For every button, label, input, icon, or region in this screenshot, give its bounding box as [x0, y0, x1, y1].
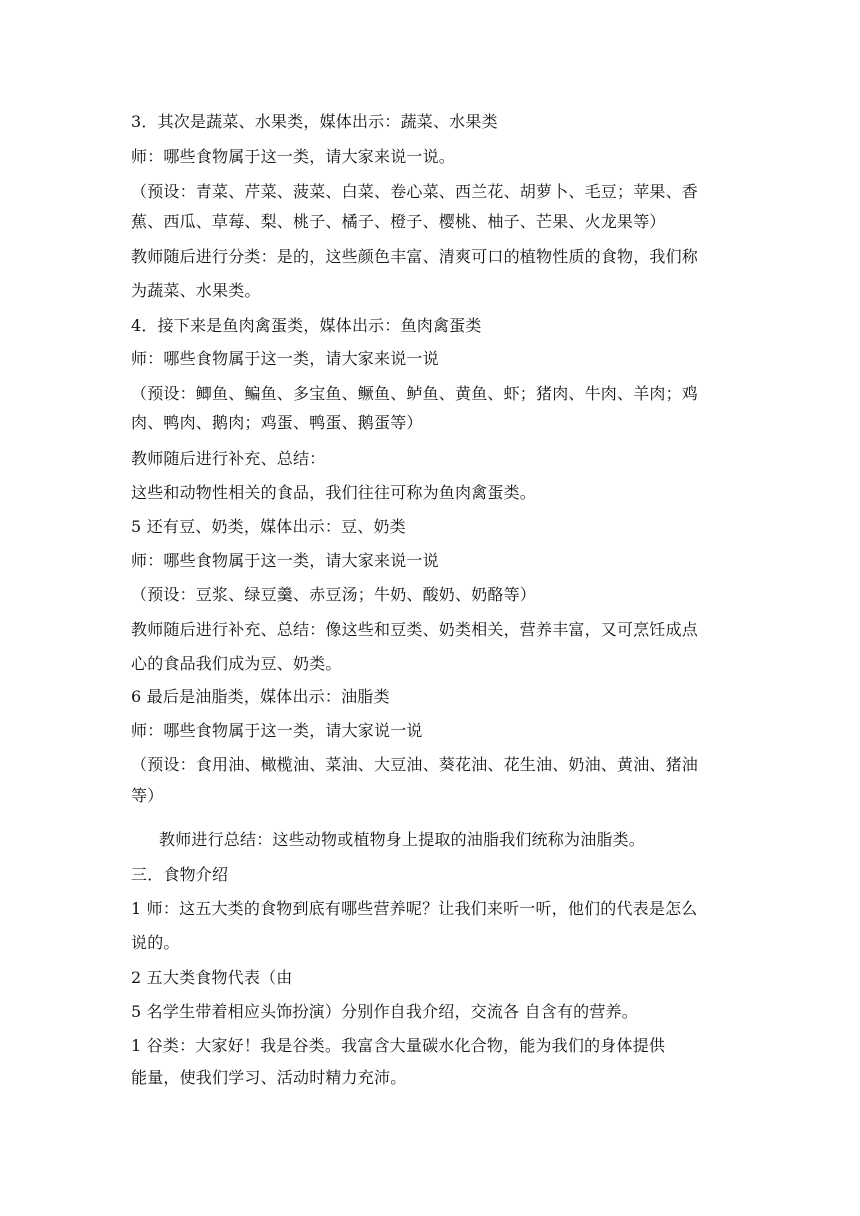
line-19: 师：哪些食物属于这一类，请大家说一说 — [131, 721, 423, 740]
line-18: 6 最后是油脂类，媒体出示：油脂类 — [131, 687, 390, 706]
section-heading: 三．食物介绍 — [131, 865, 229, 884]
line-21: 等） — [131, 786, 164, 805]
line-28: 1 谷类：大家好！我是谷类。我富含大量碳水化合物，能为我们的身体提供 — [131, 1036, 666, 1055]
line-24: 1 师：这五大类的食物到底有哪些营养呢？让我们来听一听，他们的代表是怎么 — [131, 899, 698, 918]
line-3: （预设：青菜、芹菜、菠菜、白菜、卷心菜、西兰花、胡萝卜、毛豆；苹果、香 — [131, 182, 699, 201]
line-8: 师：哪些食物属于这一类，请大家来说一说 — [131, 349, 439, 368]
line-10: 肉、鸭肉、鹅肉；鸡蛋、鸭蛋、鹅蛋等） — [131, 413, 423, 432]
line-7: 4．接下来是鱼肉禽蛋类，媒体出示：鱼肉禽蛋类 — [131, 316, 482, 335]
line-12: 这些和动物性相关的食品，我们往往可称为鱼肉禽蛋类。 — [131, 483, 537, 502]
line-22: 教师进行总结：这些动物或植物身上提取的油脂我们统称为油脂类。 — [159, 830, 646, 849]
line-27: 5 名学生带着相应头饰扮演）分别作自我介绍，交流各 自含有的营养。 — [131, 1002, 638, 1021]
line-17: 心的食品我们成为豆、奶类。 — [131, 654, 342, 673]
line-4: 蕉、西瓜、草莓、梨、桃子、橘子、橙子、樱桃、柚子、芒果、火龙果等） — [131, 212, 666, 231]
line-14: 师：哪些食物属于这一类，请大家来说一说 — [131, 551, 439, 570]
line-1: 3．其次是蔬菜、水果类，媒体出示：蔬菜、水果类 — [131, 112, 498, 131]
line-11: 教师随后进行补充、总结： — [131, 449, 326, 468]
line-29: 能量，使我们学习、活动时精力充沛。 — [131, 1068, 407, 1087]
line-25: 说的。 — [131, 933, 180, 952]
line-26: 2 五大类食物代表（由 — [131, 968, 293, 987]
line-5: 教师随后进行分类：是的，这些颜色丰富、清爽可口的植物性质的食物，我们称 — [131, 247, 699, 266]
line-13: 5 还有豆、奶类，媒体出示：豆、奶类 — [131, 517, 406, 536]
line-16: 教师随后进行补充、总结：像这些和豆类、奶类相关，营养丰富，又可烹饪成点 — [131, 620, 699, 639]
line-9: （预设：鲫鱼、鳊鱼、多宝鱼、鳜鱼、鲈鱼、黄鱼、虾；猪肉、牛肉、羊肉；鸡 — [131, 384, 699, 403]
line-15: （预设：豆浆、绿豆羹、赤豆汤；牛奶、酸奶、奶酪等） — [131, 585, 537, 604]
line-6: 为蔬菜、水果类。 — [131, 281, 261, 300]
line-2: 师：哪些食物属于这一类，请大家来说一说。 — [131, 147, 456, 166]
line-20: （预设：食用油、橄榄油、菜油、大豆油、葵花油、花生油、奶油、黄油、猪油 — [131, 755, 699, 774]
